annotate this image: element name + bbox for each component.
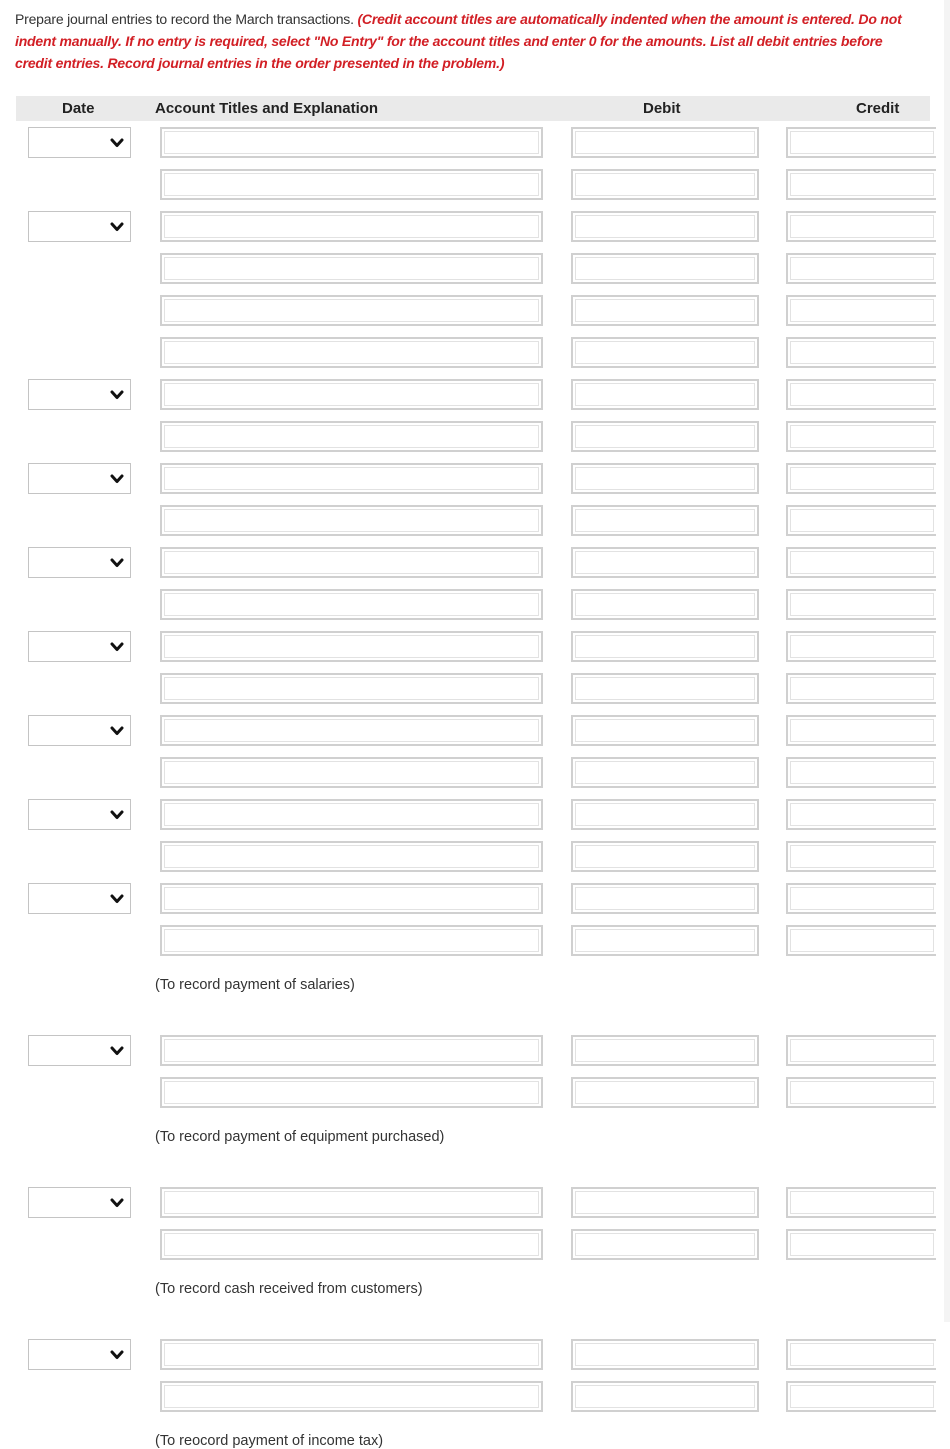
credit-input[interactable] bbox=[786, 631, 936, 662]
date-select[interactable] bbox=[28, 463, 131, 494]
credit-input[interactable] bbox=[786, 505, 936, 536]
debit-input[interactable] bbox=[571, 715, 759, 746]
account-title-input[interactable] bbox=[160, 505, 543, 536]
journal-table-header bbox=[16, 96, 930, 121]
chevron-down-icon bbox=[110, 1045, 124, 1057]
account-title-input[interactable] bbox=[160, 589, 543, 620]
account-title-input[interactable] bbox=[160, 1077, 543, 1108]
debit-input[interactable] bbox=[571, 337, 759, 368]
account-title-input[interactable] bbox=[160, 925, 543, 956]
debit-input[interactable] bbox=[571, 169, 759, 200]
account-title-input[interactable] bbox=[160, 1229, 543, 1260]
chevron-down-icon bbox=[110, 893, 124, 905]
header-date: Date bbox=[62, 100, 95, 117]
account-title-input[interactable] bbox=[160, 169, 543, 200]
date-select[interactable] bbox=[28, 379, 131, 410]
debit-input[interactable] bbox=[571, 253, 759, 284]
date-select[interactable] bbox=[28, 547, 131, 578]
debit-input[interactable] bbox=[571, 1187, 759, 1218]
credit-input[interactable] bbox=[786, 295, 936, 326]
debit-input[interactable] bbox=[571, 1339, 759, 1370]
debit-input[interactable] bbox=[571, 1381, 759, 1412]
account-title-input[interactable] bbox=[160, 295, 543, 326]
account-title-input[interactable] bbox=[160, 421, 543, 452]
account-title-input[interactable] bbox=[160, 757, 543, 788]
chevron-down-icon bbox=[110, 389, 124, 401]
credit-input[interactable] bbox=[786, 547, 936, 578]
credit-input[interactable] bbox=[786, 1187, 936, 1218]
date-select[interactable] bbox=[28, 799, 131, 830]
account-title-input[interactable] bbox=[160, 883, 543, 914]
debit-input[interactable] bbox=[571, 463, 759, 494]
account-title-input[interactable] bbox=[160, 379, 543, 410]
header-account-titles: Account Titles and Explanation bbox=[155, 100, 379, 117]
account-title-input[interactable] bbox=[160, 463, 543, 494]
date-select[interactable] bbox=[28, 127, 131, 158]
debit-input[interactable] bbox=[571, 547, 759, 578]
credit-input[interactable] bbox=[786, 589, 936, 620]
account-title-input[interactable] bbox=[160, 337, 543, 368]
chevron-down-icon bbox=[110, 725, 124, 737]
credit-input[interactable] bbox=[786, 379, 936, 410]
debit-input[interactable] bbox=[571, 379, 759, 410]
account-title-input[interactable] bbox=[160, 841, 543, 872]
instructions-detail: (Credit account titles are automatically indented when the amount is entered. Do not indent manually. If no entry is required, select "No Entry" for the account titles and enter 0 for the amounts. List all debit entries before credit entries. Record journal entries in the order presented in the problem.) bbox=[15, 11, 902, 71]
date-select[interactable] bbox=[28, 211, 131, 242]
date-select[interactable] bbox=[28, 1339, 131, 1370]
account-title-input[interactable] bbox=[160, 1187, 543, 1218]
chevron-down-icon bbox=[110, 221, 124, 233]
entry-explanation: (To record cash received from customers) bbox=[155, 1281, 423, 1297]
chevron-down-icon bbox=[110, 137, 124, 149]
debit-input[interactable] bbox=[571, 505, 759, 536]
credit-input[interactable] bbox=[786, 253, 936, 284]
credit-input[interactable] bbox=[786, 673, 936, 704]
account-title-input[interactable] bbox=[160, 211, 543, 242]
credit-input[interactable] bbox=[786, 169, 936, 200]
account-title-input[interactable] bbox=[160, 253, 543, 284]
credit-input[interactable] bbox=[786, 421, 936, 452]
instructions bbox=[15, 8, 915, 74]
debit-input[interactable] bbox=[571, 841, 759, 872]
credit-input[interactable] bbox=[786, 1035, 936, 1066]
account-title-input[interactable] bbox=[160, 1035, 543, 1066]
debit-input[interactable] bbox=[571, 1229, 759, 1260]
entry-explanation: (To reocord payment of income tax) bbox=[155, 1433, 384, 1449]
debit-input[interactable] bbox=[571, 1035, 759, 1066]
credit-input[interactable] bbox=[786, 211, 936, 242]
debit-input[interactable] bbox=[571, 925, 759, 956]
credit-input[interactable] bbox=[786, 715, 936, 746]
account-title-input[interactable] bbox=[160, 547, 543, 578]
header-debit: Debit bbox=[643, 100, 681, 117]
date-select[interactable] bbox=[28, 1035, 131, 1066]
chevron-down-icon bbox=[110, 473, 124, 485]
credit-input[interactable] bbox=[786, 1381, 936, 1412]
debit-input[interactable] bbox=[571, 631, 759, 662]
chevron-down-icon bbox=[110, 809, 124, 821]
credit-input[interactable] bbox=[786, 1339, 936, 1370]
credit-input[interactable] bbox=[786, 463, 936, 494]
chevron-down-icon bbox=[110, 641, 124, 653]
account-title-input[interactable] bbox=[160, 631, 543, 662]
credit-input[interactable] bbox=[786, 337, 936, 368]
account-title-input[interactable] bbox=[160, 1339, 543, 1370]
debit-input[interactable] bbox=[571, 1077, 759, 1108]
account-title-input[interactable] bbox=[160, 127, 543, 158]
debit-input[interactable] bbox=[571, 211, 759, 242]
credit-input[interactable] bbox=[786, 841, 936, 872]
account-title-input[interactable] bbox=[160, 799, 543, 830]
account-title-input[interactable] bbox=[160, 673, 543, 704]
entry-explanation: (To record payment of salaries) bbox=[155, 977, 355, 993]
credit-input[interactable] bbox=[786, 799, 936, 830]
date-select[interactable] bbox=[28, 1187, 131, 1218]
instructions-text: Prepare journal entries to record the March transactions. bbox=[15, 11, 358, 27]
date-select[interactable] bbox=[28, 715, 131, 746]
header-credit: Credit bbox=[856, 100, 900, 117]
debit-input[interactable] bbox=[571, 295, 759, 326]
debit-input[interactable] bbox=[571, 589, 759, 620]
date-select[interactable] bbox=[28, 883, 131, 914]
credit-input[interactable] bbox=[786, 127, 936, 158]
debit-input[interactable] bbox=[571, 127, 759, 158]
debit-input[interactable] bbox=[571, 673, 759, 704]
date-select[interactable] bbox=[28, 631, 131, 662]
account-title-input[interactable] bbox=[160, 1381, 543, 1412]
credit-input[interactable] bbox=[786, 1229, 936, 1260]
entry-explanation: (To record payment of equipment purchased) bbox=[155, 1129, 445, 1145]
debit-input[interactable] bbox=[571, 799, 759, 830]
debit-input[interactable] bbox=[571, 757, 759, 788]
credit-input[interactable] bbox=[786, 757, 936, 788]
debit-input[interactable] bbox=[571, 883, 759, 914]
chevron-down-icon bbox=[110, 557, 124, 569]
chevron-down-icon bbox=[110, 1197, 124, 1209]
chevron-down-icon bbox=[110, 1349, 124, 1361]
debit-input[interactable] bbox=[571, 421, 759, 452]
credit-input[interactable] bbox=[786, 883, 936, 914]
account-title-input[interactable] bbox=[160, 715, 543, 746]
credit-input[interactable] bbox=[786, 1077, 936, 1108]
page-edge bbox=[944, 0, 950, 1322]
credit-input[interactable] bbox=[786, 925, 936, 956]
